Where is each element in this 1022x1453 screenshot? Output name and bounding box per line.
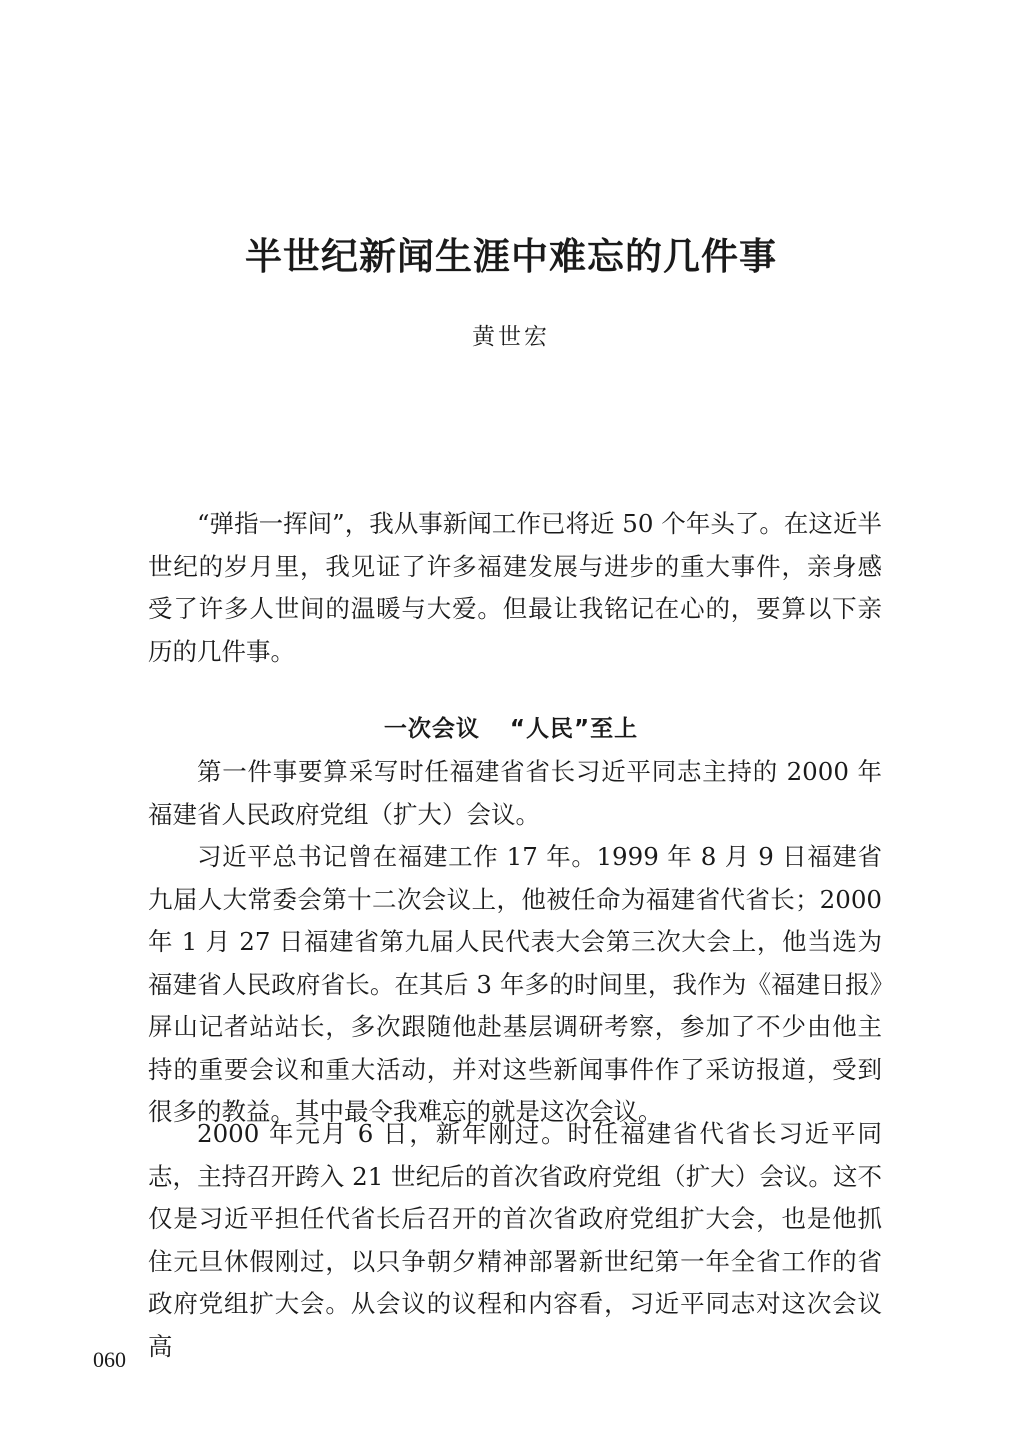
body-paragraph-1: 第一件事要算采写时任福建省省长习近平同志主持的 2000 年福建省人民政府党组（扩大）会议。 <box>148 757 882 829</box>
section-heading <box>0 710 1022 743</box>
body-paragraph-2: 习近平总书记曾在福建工作 17 年。1999 年 8 月 9 日福建省九届人大常委会第十二次会议上，他被任命为福建省代省长；2000 年 1 月 27 日福建省第九届人民代表大会第三次大会上，他当选为福建省人民政府省长。在其后 3 年多的时间里，我作为《福建日报》屏山记者站站长，多次跟随他赴基层调研考察，参加了不少由他主持的重要会议和重大活动，并对这些新闻事件作了采访报道，受到很多的教益。其中最令我难忘的就是这次会议。 <box>148 842 882 1126</box>
page-number: 060 <box>93 1347 126 1372</box>
intro-paragraph: “弹指一挥间”，我从事新闻工作已将近 50 个年头了。在这近半世纪的岁月里，我见证了许多福建发展与进步的重大事件，亲身感受了许多人世间的温暖与大爱。但最让我铭记在心的，要算以下亲历的几件事。 <box>148 509 882 666</box>
section-heading-part2: “人民”至上 <box>509 716 639 742</box>
section-heading-part1: 一次会议 <box>383 716 480 742</box>
body-paragraph-3: 2000 年元月 6 日，新年刚过。时任福建省代省长习近平同志，主持召开跨入 21 世纪后的首次省政府党组（扩大）会议。这不仅是习近平担任代省长后召开的首次省政府党组扩大会，也是他抓住元旦休假刚过，以只争朝夕精神部署新世纪第一年全省工作的省政府党组扩大会。从会议的议程和内容看，习近平同志对这次会议高 <box>148 1119 882 1361</box>
article-title: 半世纪新闻生涯中难忘的几件事 <box>245 235 777 278</box>
article-author: 黄世宏 <box>472 324 550 350</box>
